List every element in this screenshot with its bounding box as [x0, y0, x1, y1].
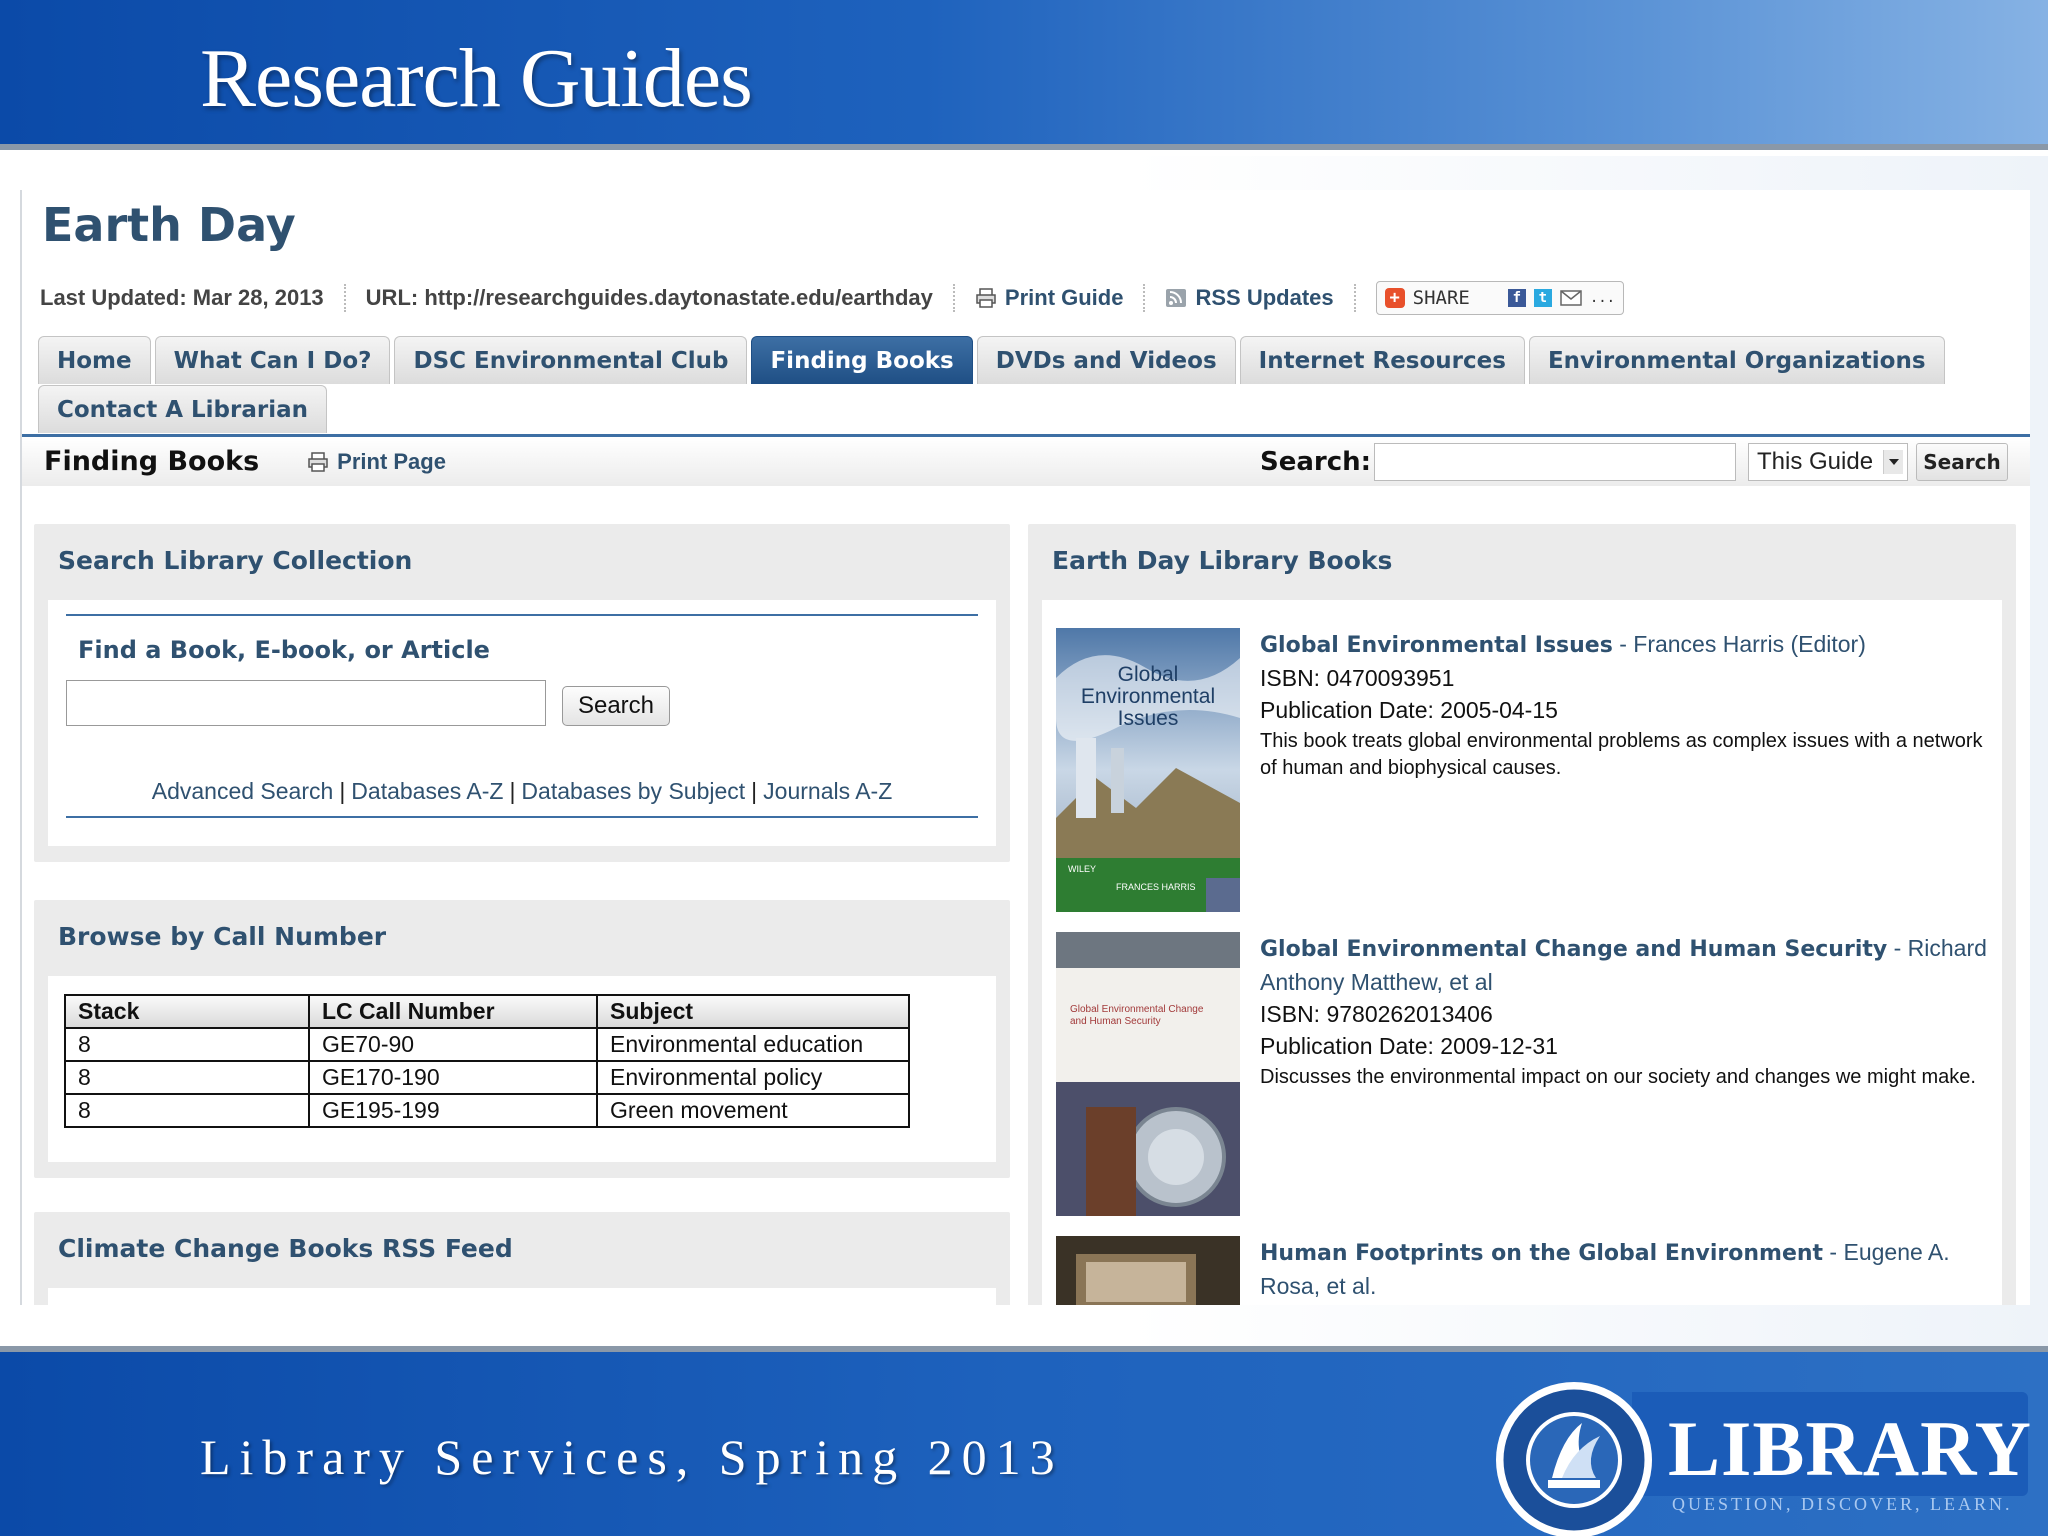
book-cover-image[interactable] — [1056, 932, 1240, 1216]
link-separator: | — [509, 778, 516, 804]
slide-header — [0, 0, 2048, 150]
book-isbn: ISBN: 0470093951 — [1260, 665, 1455, 691]
databases-by-subject-link[interactable]: Databases by Subject — [521, 778, 746, 804]
meta-divider — [344, 284, 346, 312]
panel-body — [48, 976, 996, 1162]
panel-body — [48, 600, 996, 846]
logo-tagline: QUESTION, DISCOVER, LEARN. — [1672, 1494, 2013, 1514]
book-title-link[interactable]: Human Footprints on the Global Environment — [1260, 1241, 1824, 1266]
tab-what-can-i-do[interactable]: What Can I Do? — [155, 336, 391, 384]
table-cell: 8 — [65, 1028, 309, 1061]
book-cover-title: Global Environmental Issues — [1080, 663, 1216, 730]
table-cell: GE170-190 — [309, 1061, 597, 1094]
search-scope-value: This Guide — [1757, 447, 1874, 475]
book-cover-title: Global Environmental Change and Human Security — [1070, 1004, 1204, 1027]
book-title-link[interactable]: Global Environmental Change and Human Security — [1260, 937, 1888, 962]
rss-feed-panel — [34, 1212, 1010, 1305]
twitter-icon[interactable]: t — [1534, 289, 1552, 307]
table-cell: GE195-199 — [309, 1094, 597, 1127]
table-row — [65, 1061, 909, 1094]
browse-call-number-panel — [34, 900, 1010, 1178]
guide-search-button[interactable]: Search — [1916, 443, 2008, 481]
last-updated: Last Updated: Mar 28, 2013 — [40, 285, 324, 310]
book-author: - Eugene A. Rosa, et al. — [1260, 1239, 1950, 1299]
tab-contact-a-librarian[interactable]: Contact A Librarian — [38, 385, 327, 433]
search-links — [66, 778, 978, 805]
research-guide-screenshot — [20, 190, 2030, 1305]
library-logo — [1492, 1378, 2032, 1528]
book-cover-publisher: WILEY — [1068, 864, 1097, 874]
college-seal-icon — [1492, 1378, 1656, 1536]
book-cover-image[interactable] — [1056, 628, 1240, 912]
share-plus-icon: + — [1385, 288, 1405, 308]
panel-title: Search Library Collection — [58, 546, 413, 575]
call-number-table — [64, 994, 910, 1128]
book-author: - Frances Harris (Editor) — [1612, 631, 1866, 657]
table-header: Stack — [65, 995, 309, 1028]
advanced-search-link[interactable]: Advanced Search — [151, 778, 334, 804]
tab-finding-books[interactable]: Finding Books — [751, 336, 972, 384]
facebook-icon[interactable]: f — [1508, 289, 1526, 307]
book-details — [1260, 1236, 1990, 1302]
link-separator: | — [339, 778, 346, 804]
more-share-icon[interactable]: ... — [1589, 290, 1616, 306]
dropdown-arrow-icon — [1883, 450, 1903, 474]
tab-dsc-environmental-club[interactable]: DSC Environmental Club — [394, 336, 747, 384]
table-cell: 8 — [65, 1061, 309, 1094]
book-isbn: ISBN: 9780262013406 — [1260, 1001, 1493, 1027]
book-details — [1260, 932, 1990, 1091]
printer-icon — [307, 452, 329, 472]
panel-title: Earth Day Library Books — [1052, 546, 1393, 575]
catalog-search-input[interactable] — [66, 680, 546, 726]
book-publication-date: Publication Date: 2009-12-31 — [1260, 1033, 1558, 1059]
book-title-link[interactable]: Global Environmental Issues — [1260, 633, 1613, 658]
printer-icon — [975, 288, 997, 308]
print-guide-label: Print Guide — [1004, 285, 1124, 310]
guide-tabs-row-2 — [38, 385, 327, 433]
footer-text: Library Services, Spring 2013 — [200, 1429, 1064, 1485]
find-title: Find a Book, E-book, or Article — [78, 636, 490, 664]
book-details — [1260, 628, 1990, 782]
rss-updates-label: RSS Updates — [1195, 285, 1334, 310]
tab-home[interactable]: Home — [38, 336, 151, 384]
page-name: Finding Books — [44, 446, 260, 477]
table-cell: Green movement — [597, 1094, 909, 1127]
catalog-search-button[interactable]: Search — [562, 686, 670, 726]
panel-title: Browse by Call Number — [58, 922, 387, 951]
meta-divider — [953, 284, 955, 312]
table-row — [65, 1028, 909, 1061]
meta-divider — [1143, 284, 1145, 312]
find-box — [66, 614, 978, 818]
book-cover-image[interactable] — [1056, 1236, 1240, 1305]
journals-az-link[interactable]: Journals A-Z — [763, 778, 893, 804]
print-page-label: Print Page — [337, 448, 446, 474]
print-guide-link[interactable] — [975, 285, 1124, 311]
table-header-row — [65, 995, 909, 1028]
book-description: Discusses the environmental impact on our society and changes we might make. — [1260, 1066, 1976, 1088]
guide-search-input[interactable] — [1374, 443, 1736, 481]
guide-meta-bar — [40, 280, 1700, 316]
guide-url: URL: http://researchguides.daytonastate.edu/earthday — [365, 285, 933, 310]
library-books-panel — [1028, 524, 2016, 1305]
book-description: This book treats global environmental problems as complex issues with a network of human and biophysical causes. — [1260, 730, 1983, 779]
rss-icon — [1165, 288, 1187, 308]
slide-footer — [0, 1346, 2048, 1536]
panel-body — [48, 1288, 996, 1305]
table-cell: 8 — [65, 1094, 309, 1127]
share-button[interactable] — [1376, 281, 1625, 315]
guide-search-label: Search: — [1260, 446, 1372, 477]
link-separator: | — [751, 778, 758, 804]
rss-updates-link[interactable] — [1165, 285, 1333, 311]
table-header: LC Call Number — [309, 995, 597, 1028]
tab-dvds-and-videos[interactable]: DVDs and Videos — [977, 336, 1236, 384]
page-bar — [22, 434, 2030, 486]
tab-internet-resources[interactable]: Internet Resources — [1240, 336, 1525, 384]
panel-title: Climate Change Books RSS Feed — [58, 1234, 513, 1263]
book-author: - Richard Anthony Matthew, et al — [1260, 935, 1987, 995]
search-library-panel — [34, 524, 1010, 862]
book-publication-date: Publication Date: 2005-04-15 — [1260, 697, 1558, 723]
print-page-link[interactable] — [307, 449, 446, 475]
tab-environmental-organizations[interactable]: Environmental Organizations — [1529, 336, 1945, 384]
logo-word: LIBRARY — [1668, 1405, 2032, 1492]
table-cell: Environmental education — [597, 1028, 909, 1061]
table-header: Subject — [597, 995, 909, 1028]
table-cell: Environmental policy — [597, 1061, 909, 1094]
table-row — [65, 1094, 909, 1127]
search-scope-select[interactable] — [1748, 443, 1908, 481]
guide-title: Earth Day — [42, 198, 296, 252]
email-icon[interactable] — [1560, 290, 1582, 306]
databases-az-link[interactable]: Databases A-Z — [351, 778, 504, 804]
book-cover-author: FRANCES HARRIS — [1116, 882, 1196, 892]
guide-tabs — [38, 336, 1945, 384]
share-label: SHARE — [1412, 287, 1470, 309]
slide-title: Research Guides — [200, 32, 752, 125]
table-cell: GE70-90 — [309, 1028, 597, 1061]
panel-body — [1042, 600, 2002, 1305]
meta-divider — [1354, 284, 1356, 312]
